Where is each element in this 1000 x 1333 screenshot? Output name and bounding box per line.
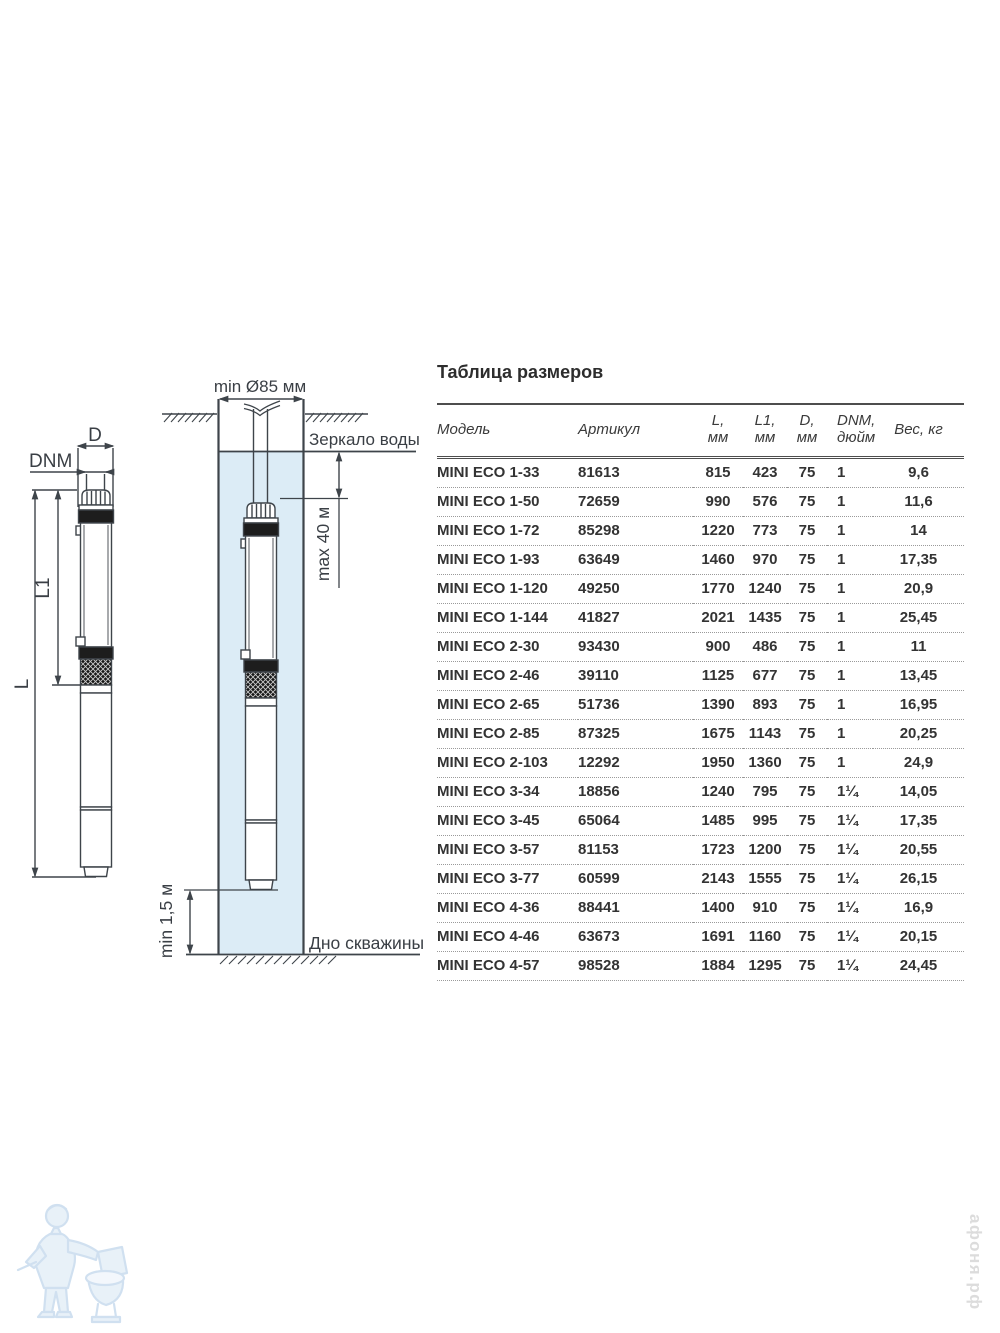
- cell-dnm: 1¼: [827, 951, 873, 980]
- cell-model: MINI ECO 2-46: [437, 661, 578, 690]
- table-row: [437, 690, 964, 719]
- cell-l1: 1555: [743, 864, 787, 893]
- cell-article: 87325: [578, 719, 693, 748]
- table-row: [437, 748, 964, 777]
- col-header-weight: Вес, кг: [873, 404, 964, 457]
- table-row: [437, 574, 964, 603]
- cell-l: 1485: [693, 806, 743, 835]
- cell-l1: 423: [743, 457, 787, 487]
- label-well-bottom: Дно скважины: [309, 933, 425, 953]
- cell-dnm: 1: [827, 574, 873, 603]
- cell-d: 75: [787, 922, 827, 951]
- cell-dnm: 1: [827, 487, 873, 516]
- cell-dnm: 1: [827, 748, 873, 777]
- cell-d: 75: [787, 719, 827, 748]
- cell-l: 2021: [693, 603, 743, 632]
- cell-l1: 1200: [743, 835, 787, 864]
- cell-article: 81153: [578, 835, 693, 864]
- cell-l1: 773: [743, 516, 787, 545]
- cell-l: 1240: [693, 777, 743, 806]
- cell-weight: 13,45: [873, 661, 964, 690]
- cell-dnm: 1: [827, 545, 873, 574]
- table-row: [437, 835, 964, 864]
- cell-weight: 20,55: [873, 835, 964, 864]
- cell-dnm: 1¼: [827, 806, 873, 835]
- table-row: [437, 603, 964, 632]
- col-header-l: L, мм: [693, 404, 743, 457]
- table-row: [437, 777, 964, 806]
- cell-model: MINI ECO 3-57: [437, 835, 578, 864]
- plumber-watermark-icon: [10, 1190, 160, 1330]
- table-row: [437, 922, 964, 951]
- col-header-model: Модель: [437, 404, 578, 457]
- label-min-bottom-clearance: min 1,5 м: [156, 883, 176, 959]
- cell-dnm: 1: [827, 661, 873, 690]
- cell-model: MINI ECO 1-120: [437, 574, 578, 603]
- cell-l1: 910: [743, 893, 787, 922]
- cell-article: 51736: [578, 690, 693, 719]
- site-watermark: афоня.рф: [966, 1214, 985, 1311]
- cell-model: MINI ECO 3-45: [437, 806, 578, 835]
- cell-dnm: 1¼: [827, 893, 873, 922]
- cell-weight: 14: [873, 516, 964, 545]
- col-header-dnm: DNM, дюйм: [827, 404, 873, 457]
- cell-d: 75: [787, 516, 827, 545]
- cell-model: MINI ECO 1-72: [437, 516, 578, 545]
- cell-article: 12292: [578, 748, 693, 777]
- cell-model: MINI ECO 2-103: [437, 748, 578, 777]
- cell-l1: 486: [743, 632, 787, 661]
- cell-l: 1884: [693, 951, 743, 980]
- cell-l: 1125: [693, 661, 743, 690]
- cell-weight: 17,35: [873, 806, 964, 835]
- cell-d: 75: [787, 545, 827, 574]
- cell-weight: 20,9: [873, 574, 964, 603]
- cell-l1: 1240: [743, 574, 787, 603]
- cell-l: 1950: [693, 748, 743, 777]
- table-row: [437, 632, 964, 661]
- table-row: [437, 806, 964, 835]
- cell-l: 900: [693, 632, 743, 661]
- cell-d: 75: [787, 457, 827, 487]
- cell-weight: 20,25: [873, 719, 964, 748]
- cell-dnm: 1¼: [827, 835, 873, 864]
- cell-weight: 25,45: [873, 603, 964, 632]
- cell-article: 85298: [578, 516, 693, 545]
- cell-dnm: 1: [827, 719, 873, 748]
- cell-article: 93430: [578, 632, 693, 661]
- cell-weight: 20,15: [873, 922, 964, 951]
- cell-l: 1220: [693, 516, 743, 545]
- label-max-depth: max 40 м: [313, 506, 333, 582]
- cell-l1: 576: [743, 487, 787, 516]
- cell-article: 39110: [578, 661, 693, 690]
- cell-d: 75: [787, 864, 827, 893]
- cell-article: 88441: [578, 893, 693, 922]
- cell-article: 98528: [578, 951, 693, 980]
- cell-l: 1390: [693, 690, 743, 719]
- cell-dnm: 1¼: [827, 777, 873, 806]
- table-row: [437, 661, 964, 690]
- cell-model: MINI ECO 1-50: [437, 487, 578, 516]
- label-dim-l1: L1: [33, 577, 54, 599]
- pump-outline-drawing: [12, 425, 114, 877]
- well-installation-drawing: [156, 377, 424, 964]
- cell-d: 75: [787, 632, 827, 661]
- label-min-diameter: min Ø85 мм: [213, 377, 307, 396]
- cell-weight: 16,95: [873, 690, 964, 719]
- col-header-article: Артикул: [578, 404, 693, 457]
- cell-weight: 17,35: [873, 545, 964, 574]
- table-row: [437, 719, 964, 748]
- size-table-body: [437, 457, 964, 980]
- cell-article: 60599: [578, 864, 693, 893]
- cell-dnm: 1: [827, 457, 873, 487]
- cell-dnm: 1: [827, 603, 873, 632]
- cell-model: MINI ECO 3-34: [437, 777, 578, 806]
- cell-l1: 995: [743, 806, 787, 835]
- table-row: [437, 457, 964, 487]
- cell-d: 75: [787, 893, 827, 922]
- cell-d: 75: [787, 777, 827, 806]
- table-row: [437, 545, 964, 574]
- cell-weight: 11,6: [873, 487, 964, 516]
- cell-weight: 24,9: [873, 748, 964, 777]
- cell-l: 1691: [693, 922, 743, 951]
- cell-article: 49250: [578, 574, 693, 603]
- cell-l1: 1295: [743, 951, 787, 980]
- cell-l1: 893: [743, 690, 787, 719]
- col-header-d: D, мм: [787, 404, 827, 457]
- cell-model: MINI ECO 4-36: [437, 893, 578, 922]
- cell-d: 75: [787, 806, 827, 835]
- size-table: [437, 403, 964, 981]
- cell-d: 75: [787, 661, 827, 690]
- cell-model: MINI ECO 2-65: [437, 690, 578, 719]
- cell-l1: 677: [743, 661, 787, 690]
- cell-d: 75: [787, 690, 827, 719]
- cell-l: 990: [693, 487, 743, 516]
- table-row: [437, 951, 964, 980]
- cell-model: MINI ECO 2-85: [437, 719, 578, 748]
- cell-dnm: 1: [827, 516, 873, 545]
- cell-article: 18856: [578, 777, 693, 806]
- cell-l: 2143: [693, 864, 743, 893]
- cell-model: MINI ECO 4-57: [437, 951, 578, 980]
- cell-article: 63673: [578, 922, 693, 951]
- cell-weight: 26,15: [873, 864, 964, 893]
- cell-d: 75: [787, 487, 827, 516]
- cell-model: MINI ECO 4-46: [437, 922, 578, 951]
- cell-l: 815: [693, 457, 743, 487]
- cell-d: 75: [787, 603, 827, 632]
- cell-model: MINI ECO 2-30: [437, 632, 578, 661]
- table-header-row: [437, 404, 964, 457]
- cell-model: MINI ECO 1-144: [437, 603, 578, 632]
- cell-article: 41827: [578, 603, 693, 632]
- size-table-section: [437, 362, 964, 981]
- cell-l: 1460: [693, 545, 743, 574]
- cell-dnm: 1¼: [827, 864, 873, 893]
- cell-l1: 1435: [743, 603, 787, 632]
- cell-weight: 14,05: [873, 777, 964, 806]
- table-row: [437, 864, 964, 893]
- label-water-level: Зеркало воды: [309, 430, 420, 449]
- col-header-l1: L1, мм: [743, 404, 787, 457]
- cell-weight: 11: [873, 632, 964, 661]
- cell-weight: 9,6: [873, 457, 964, 487]
- label-dim-dnm: DNM: [29, 451, 73, 472]
- cell-l: 1400: [693, 893, 743, 922]
- cell-model: MINI ECO 1-93: [437, 545, 578, 574]
- pump-installation-diagram: [0, 355, 430, 980]
- cell-d: 75: [787, 951, 827, 980]
- cell-article: 81613: [578, 457, 693, 487]
- table-title: Таблица размеров: [437, 362, 604, 382]
- cell-l: 1723: [693, 835, 743, 864]
- cell-l1: 795: [743, 777, 787, 806]
- cell-weight: 24,45: [873, 951, 964, 980]
- cell-article: 65064: [578, 806, 693, 835]
- cell-l1: 1160: [743, 922, 787, 951]
- cell-l1: 1143: [743, 719, 787, 748]
- table-row: [437, 893, 964, 922]
- cell-l1: 1360: [743, 748, 787, 777]
- label-dim-l: L: [12, 678, 33, 690]
- cell-d: 75: [787, 574, 827, 603]
- cell-d: 75: [787, 835, 827, 864]
- cell-l1: 970: [743, 545, 787, 574]
- cell-weight: 16,9: [873, 893, 964, 922]
- cell-dnm: 1¼: [827, 922, 873, 951]
- cell-article: 72659: [578, 487, 693, 516]
- cell-model: MINI ECO 3-77: [437, 864, 578, 893]
- cell-dnm: 1: [827, 690, 873, 719]
- table-row: [437, 516, 964, 545]
- cell-article: 63649: [578, 545, 693, 574]
- cell-l: 1770: [693, 574, 743, 603]
- table-row: [437, 487, 964, 516]
- cell-model: MINI ECO 1-33: [437, 457, 578, 487]
- cell-d: 75: [787, 748, 827, 777]
- cell-l: 1675: [693, 719, 743, 748]
- label-dim-d: D: [88, 425, 102, 446]
- cell-dnm: 1: [827, 632, 873, 661]
